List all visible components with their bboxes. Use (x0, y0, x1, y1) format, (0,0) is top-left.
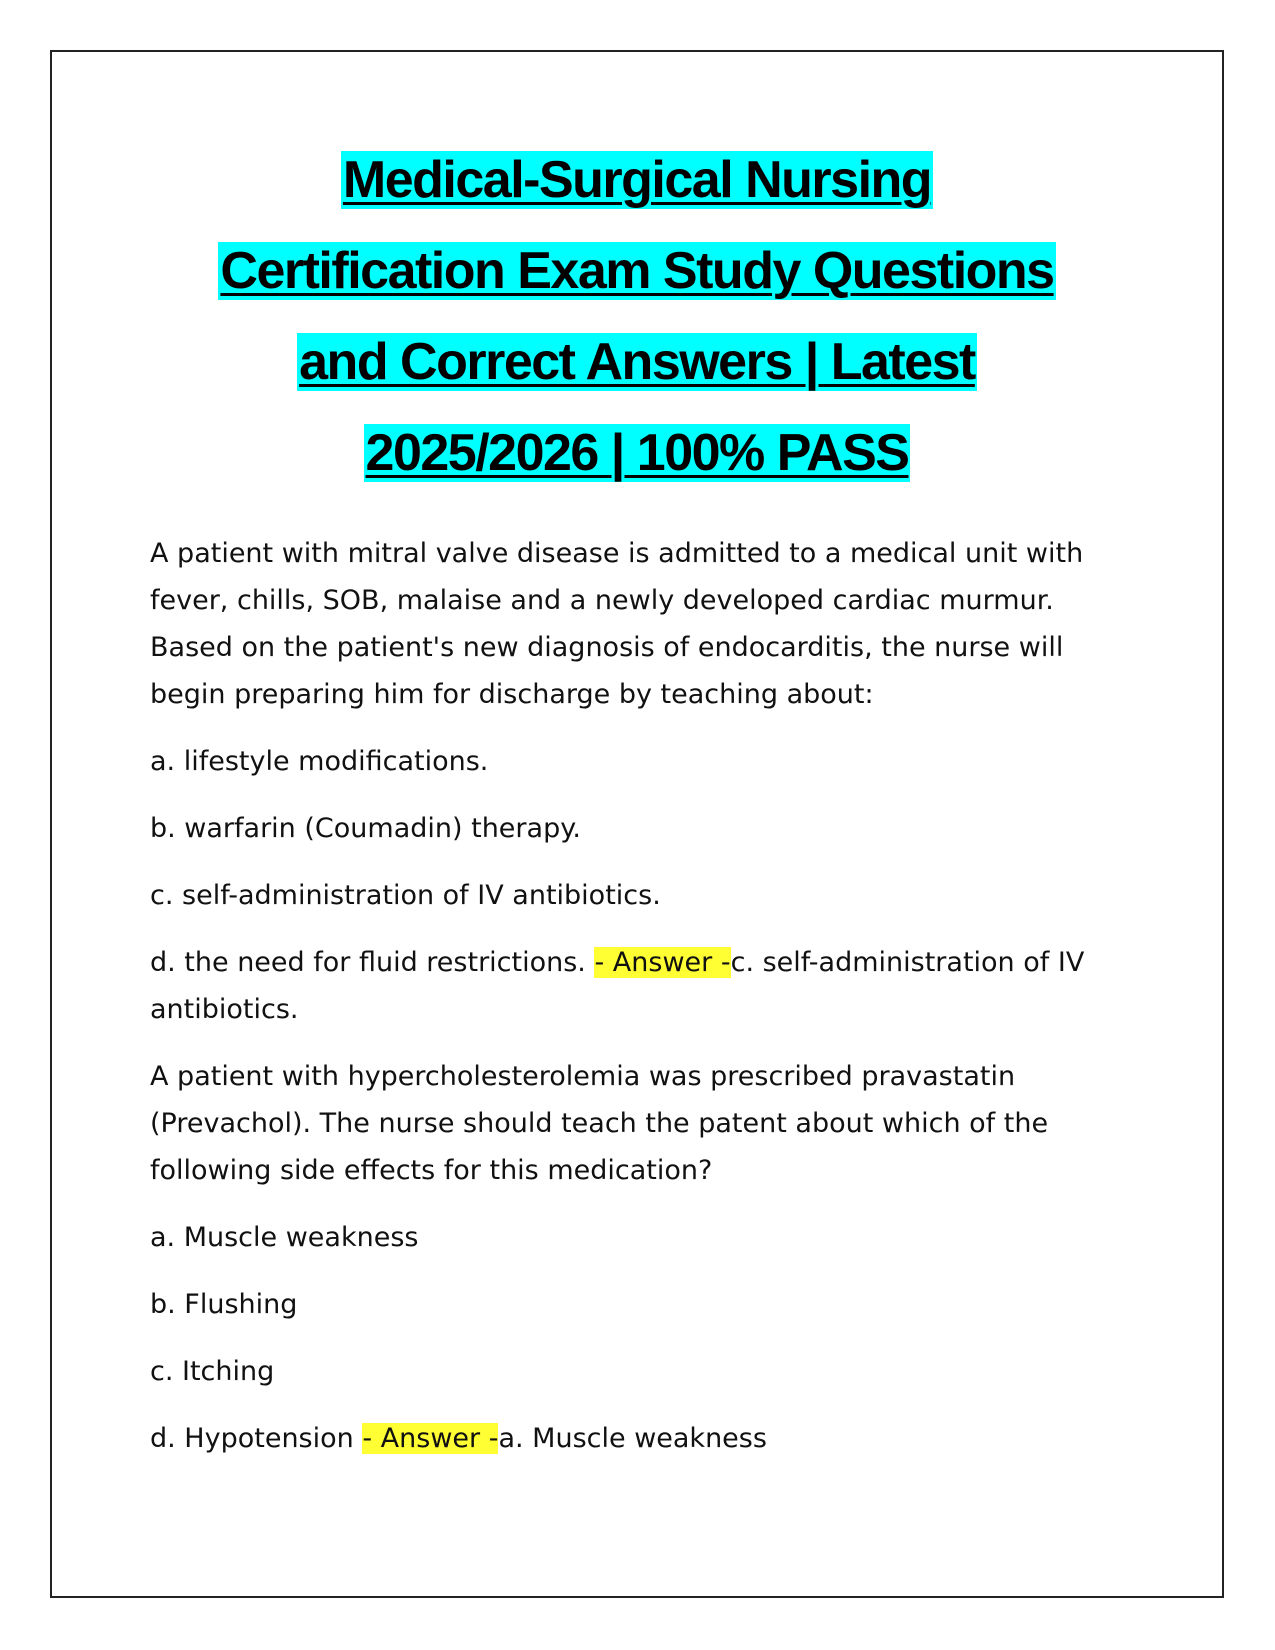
answer-text: c. self-administration of IV antibiotics. (150, 947, 1085, 1025)
option-a: a. Muscle weakness (150, 1222, 419, 1253)
option-c: c. self-administration of IV antibiotics. (150, 880, 661, 911)
option-c: c. Itching (150, 1356, 275, 1387)
question-1 (150, 530, 1110, 1033)
question-stem: A patient with hypercholesterolemia was prescribed pravastatin (Prevachol). The nurse should teach the patent about which of the following side effects for this medication? (150, 1061, 1049, 1186)
answer-marker: - Answer - (362, 1423, 499, 1454)
option-a: a. lifestyle modifications. (150, 746, 489, 777)
question-stem: A patient with mitral valve disease is admitted to a medical unit with fever, chills, SOB, malaise and a newly developed cardiac murmur. Based on the patient's new diagnosis of endocarditis, the nurse will begin preparing him for discharge by teaching about: (150, 538, 1084, 710)
option-d-with-answer (150, 1415, 1110, 1462)
answer-marker: - Answer - (594, 947, 731, 978)
title-line: 2025/2026 | 100% PASS (365, 424, 909, 482)
option-b: b. Flushing (150, 1289, 298, 1320)
questions-body (150, 530, 1110, 1482)
title-line: and Correct Answers | Latest (299, 333, 975, 391)
title-line: Certification Exam Study Questions (220, 242, 1054, 300)
question-2 (150, 1053, 1110, 1462)
option-b: b. warfarin (Coumadin) therapy. (150, 813, 581, 844)
option-d-with-answer (150, 939, 1110, 1033)
document-title (52, 146, 1222, 510)
option-d: d. the need for fluid restrictions. (150, 947, 586, 978)
answer-text: a. Muscle weakness (498, 1423, 767, 1454)
option-d: d. Hypotension (150, 1423, 354, 1454)
title-line: Medical-Surgical Nursing (342, 151, 932, 209)
